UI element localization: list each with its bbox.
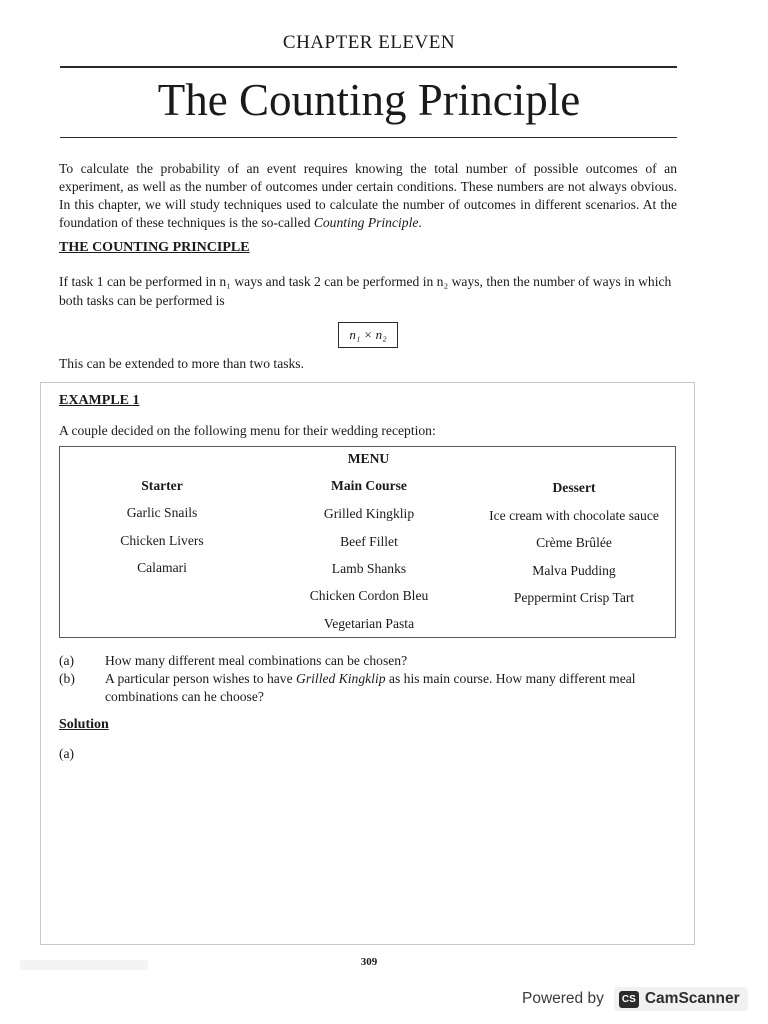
camscanner-watermark xyxy=(510,983,758,1015)
formula-box xyxy=(338,322,398,348)
menu-item: Beef Fillet xyxy=(340,534,398,549)
question-text xyxy=(105,670,675,706)
menu-item: Lamb Shanks xyxy=(331,561,407,576)
intro-paragraph xyxy=(59,160,677,232)
menu-item: Chicken Livers xyxy=(120,533,204,548)
menu-column-heading: Starter xyxy=(141,478,183,493)
scan-artifact xyxy=(20,960,148,970)
question-label: (a) xyxy=(59,653,75,668)
question-emphasis: Grilled Kingklip xyxy=(296,671,386,686)
intro-text-end: . xyxy=(418,215,422,230)
example-heading: EXAMPLE 1 xyxy=(59,393,140,408)
page-number: 309 xyxy=(360,956,378,968)
question-text-end: as his main course. How many different meal combinations can he choose? xyxy=(105,671,636,704)
camscanner-logo-icon: CS xyxy=(619,991,639,1008)
chapter-title: The Counting Principle xyxy=(157,75,581,125)
extension-note: This can be extended to more than two tasks. xyxy=(59,356,304,371)
menu-item: Grilled Kingklip xyxy=(323,506,415,521)
menu-title: MENU xyxy=(347,451,390,466)
menu-item: Chicken Cordon Bleu xyxy=(309,588,429,603)
menu-item: Peppermint Crisp Tart xyxy=(513,590,635,605)
powered-by-text: Powered by xyxy=(522,990,604,1007)
intro-text: To calculate the probability of an event requires knowing the total number of possible outcomes of an experiment, as well as the number of outcomes under certain conditions. These numbers are not always obvious. In this chapter, we will study techniques used to calculate the number of outcomes in different scenarios. At the foundation of these techniques is the so-called xyxy=(59,161,677,230)
question-text-start: A particular person wishes to have xyxy=(105,671,297,686)
camscanner-brand xyxy=(614,987,748,1011)
menu-item: Calamari xyxy=(137,560,187,575)
solution-heading: Solution xyxy=(59,717,109,732)
question-label: (b) xyxy=(59,671,75,686)
menu-column-heading: Dessert xyxy=(552,480,596,495)
counting-principle-rule: If task 1 can be performed in n₁ ways and task 2 can be performed in n₂ ways, then the number of ways in which both tasks can be performed is xyxy=(59,274,672,308)
solution-part-a-label: (a) xyxy=(59,746,75,761)
example-intro: A couple decided on the following menu for their wedding reception: xyxy=(59,423,436,438)
chapter-label: CHAPTER ELEVEN xyxy=(282,32,456,53)
menu-item: Crème Brûlée xyxy=(536,535,612,550)
title-rule-bottom xyxy=(60,137,677,138)
intro-emphasis: Counting Principle xyxy=(313,215,419,230)
camscanner-brand-name: CamScanner xyxy=(644,990,740,1007)
formula: n₁ × n₂ xyxy=(349,327,387,342)
menu-item: Ice cream with chocolate sauce xyxy=(489,508,659,523)
counting-principle-heading: THE COUNTING PRINCIPLE xyxy=(59,240,250,255)
question-text: How many different meal combinations can be chosen? xyxy=(105,653,408,668)
menu-item: Malva Pudding xyxy=(532,563,616,578)
menu-item: Vegetarian Pasta xyxy=(323,616,415,631)
title-rule-top xyxy=(60,66,677,68)
menu-item: Garlic Snails xyxy=(126,505,198,520)
menu-column-heading: Main Course xyxy=(331,478,407,493)
